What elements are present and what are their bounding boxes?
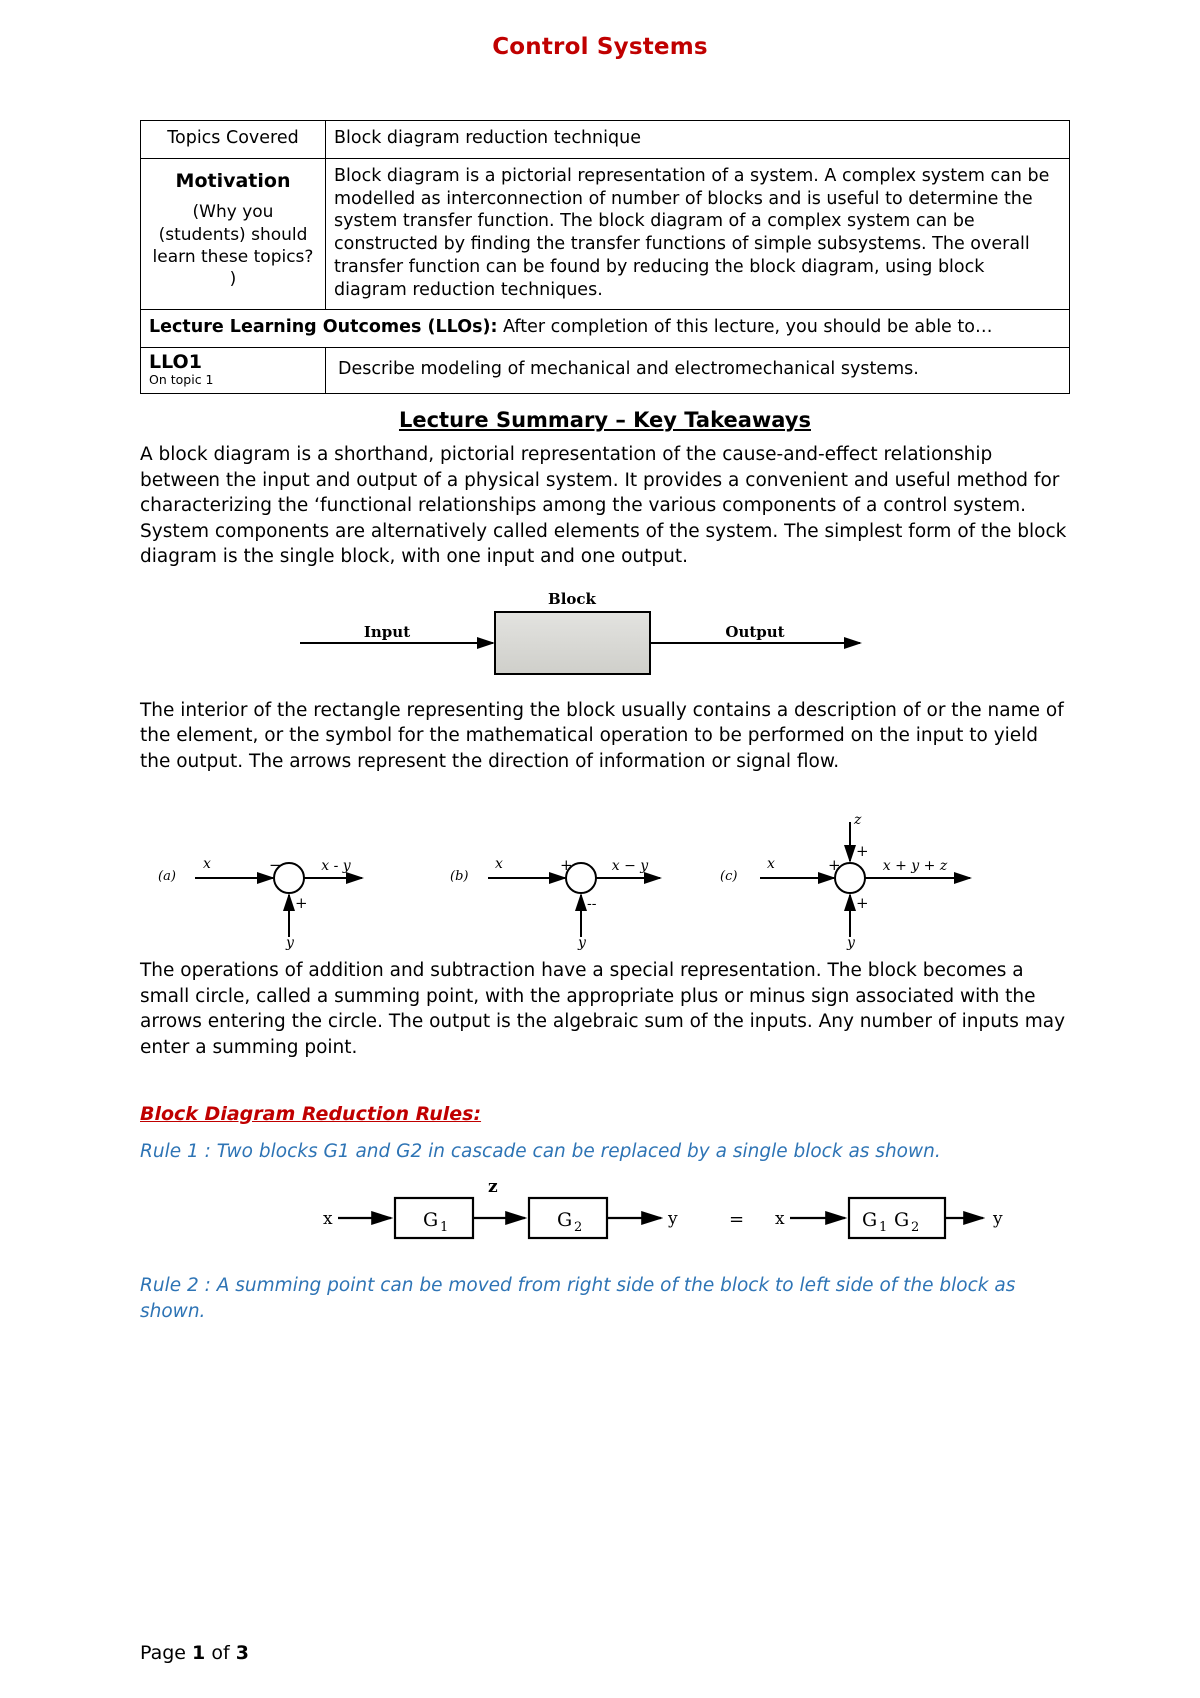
summing-point-a xyxy=(158,856,362,951)
table-row-llo-heading xyxy=(141,310,1070,348)
rule1-combined-block2-subscript: 2 xyxy=(911,1220,920,1236)
input-label: Input xyxy=(363,622,411,641)
motivation-subtext: (Why you (students) should learn these topics? ) xyxy=(152,202,314,289)
single-block-diagram-svg xyxy=(255,584,955,694)
figure-rule1-cascade xyxy=(140,1172,1070,1267)
rule1-equals-sign: = xyxy=(729,1209,745,1231)
summing-b-tag: (b) xyxy=(450,869,469,885)
rule1-combined-block1-label: G xyxy=(862,1209,878,1232)
summing-b-input-label: x xyxy=(495,856,503,873)
llo1-code: LLO1 xyxy=(149,351,202,373)
topics-covered-value: Block diagram reduction technique xyxy=(326,121,1070,159)
summing-b-sign-top: + xyxy=(560,856,573,875)
summing-a-tag: (a) xyxy=(158,869,176,885)
summing-a-sign-side: + xyxy=(295,894,308,913)
motivation-heading: Motivation xyxy=(175,169,291,192)
rule1-x-label-2: x xyxy=(775,1209,785,1230)
document-content xyxy=(140,120,1070,1332)
summing-c-output-label: x + y + z xyxy=(882,858,948,875)
block-caption: Block xyxy=(548,589,596,608)
page-title: Control Systems xyxy=(492,34,708,60)
summing-a-sign-top: − xyxy=(269,856,282,875)
summing-point-c xyxy=(720,812,970,951)
summing-b-second-input-label: y xyxy=(578,935,586,952)
table-row-llo1 xyxy=(141,348,1070,394)
output-label: Output xyxy=(725,622,785,641)
rule-1-text: Rule 1 : Two blocks G1 and G2 in cascade can be replaced by a single block as shown. xyxy=(140,1140,941,1162)
motivation-label-cell xyxy=(141,158,326,310)
spacer xyxy=(140,780,1070,802)
summing-c-second-input-label: y xyxy=(847,935,855,952)
summary-paragraph-2: The interior of the rectangle representing the block usually contains a description of or the name of the element, or the symbol for the mathematical operation to be performed on the input to yield the output. The arrows represent the direction of information or signal flow. xyxy=(140,699,1064,772)
table-row-motivation xyxy=(141,158,1070,310)
rule1-combined-block2-label: G xyxy=(894,1209,910,1232)
summary-paragraph-3: The operations of addition and subtraction have a special representation. The block becomes a small circle, called a summing point, with the appropriate plus or minus sign associated with the arrows entering the circle. The output is the algebraic sum of the inputs. Any number of inputs may enter a summing point. xyxy=(140,960,1066,1058)
footer-middle: of xyxy=(205,1642,236,1664)
motivation-body: Block diagram is a pictorial representation of a system. A complex system can be modelled as interconnection of number of blocks and is useful to determine the system transfer function. The block diagram of a complex system can be constructed by finding the transfer functions of simple subsystems. The overall transfer function can be found by reducing the block diagram, using block diagram reduction techniques. xyxy=(326,158,1070,310)
summing-a-input-label: x xyxy=(203,856,211,873)
rule1-block1-label: G xyxy=(423,1209,439,1232)
llo-heading-bold: Lecture Learning Outcomes (LLOs): xyxy=(149,317,498,338)
footer-prefix: Page xyxy=(140,1642,193,1664)
footer-page-number: 1 xyxy=(192,1642,206,1664)
llo1-subtext: On topic 1 xyxy=(149,371,214,387)
summing-c-sign-left: + xyxy=(828,856,841,875)
summing-b-sign-side: -- xyxy=(587,896,597,913)
summary-paragraph-1: A block diagram is a shorthand, pictorial representation of the cause-and-effect relationship between the input and output of a physical system. It provides a convenient and useful method for characterizing the ‘functional relationships among the various components of a control system. System components are alternatively called elements of the system. The simplest form of the block diagram is the single block, with one input and one output. xyxy=(140,444,1067,568)
figure-single-block xyxy=(140,584,1070,694)
rule1-block2-label: G xyxy=(557,1209,573,1232)
rule-2-text: Rule 2 : A summing point can be moved from right side of the block to left side of the block as shown. xyxy=(140,1275,1016,1322)
summing-c-top-input-label: z xyxy=(854,812,862,829)
footer-total-pages: 3 xyxy=(235,1642,249,1664)
figure-summing-points xyxy=(140,812,1070,952)
summing-c-sign-top: + xyxy=(856,842,869,861)
lecture-info-table xyxy=(140,120,1070,394)
llo-heading-rest: After completion of this lecture, you should be able to… xyxy=(497,317,993,338)
summing-b-output-label: x − y xyxy=(611,858,649,875)
lecture-summary-heading: Lecture Summary – Key Takeaways xyxy=(398,408,811,433)
summing-c-sign-bottom: + xyxy=(856,894,869,913)
rule1-y-label: y xyxy=(668,1209,678,1230)
table-row-topics xyxy=(141,121,1070,159)
topics-covered-label: Topics Covered xyxy=(141,121,326,159)
llo1-id-cell xyxy=(141,348,326,394)
rule1-cascade-svg xyxy=(205,1172,1005,1267)
rule1-combined-block1-subscript: 1 xyxy=(879,1220,888,1236)
summing-a-second-input-label: y xyxy=(286,935,294,952)
summing-points-diagram-svg xyxy=(140,812,1070,952)
summing-a-output-label: x - y xyxy=(321,858,351,875)
rule1-z-label: z xyxy=(488,1177,498,1198)
llo1-description: Describe modeling of mechanical and electromechanical systems. xyxy=(326,348,1070,394)
summing-point-b xyxy=(450,856,660,951)
summing-c-input-label: x xyxy=(767,856,775,873)
rule1-block2-subscript: 2 xyxy=(574,1220,583,1236)
spacer xyxy=(140,1067,1070,1103)
rule1-x-label: x xyxy=(323,1209,333,1230)
reduction-rules-heading: Block Diagram Reduction Rules: xyxy=(140,1102,482,1125)
llo-heading-cell xyxy=(141,310,1070,348)
summing-c-tag: (c) xyxy=(720,869,738,885)
page-footer xyxy=(140,1642,249,1664)
rule1-block1-subscript: 1 xyxy=(440,1220,449,1236)
rule1-y-label-2: y xyxy=(993,1209,1003,1230)
